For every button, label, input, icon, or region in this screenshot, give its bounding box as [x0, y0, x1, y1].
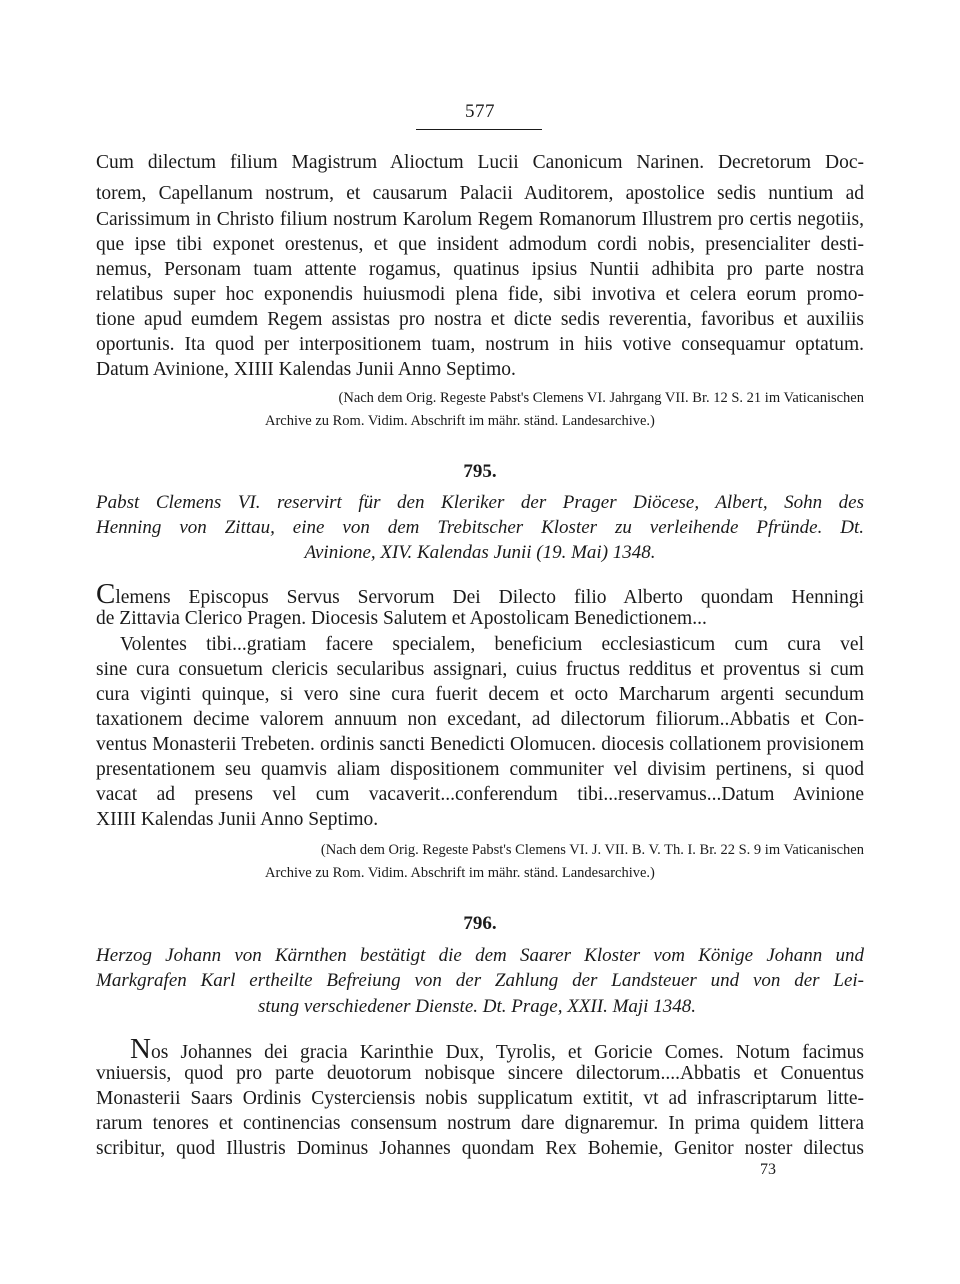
text-line [130, 1033, 864, 1065]
page-number: 577 [465, 101, 495, 122]
text-segment: lemens Episcopus Servus Servorum Dei Dilecto filio Alberto quondam Henningi [115, 587, 864, 608]
source-note: Archive zu Rom. Vidim. Abschrift im mähr. ständ. Landesarchive.) [265, 413, 655, 429]
text-line: vniuersis, quod pro parte deuotorum nobisque sincere dilectorum....Abbatis et Conuentus [96, 1063, 864, 1084]
summary-line: Pabst Clemens VI. reservirt für den Kleriker der Prager Diöcese, Albert, Sohn des [96, 492, 864, 513]
text-line: torem, Capellanum nostrum, et causarum Palacii Auditorem, apostolice sedis nuntium ad [96, 183, 864, 204]
header-rule [416, 129, 542, 130]
summary-line: Herzog Johann von Kärnthen bestätigt die dem Saarer Kloster vom Könige Johann und [96, 945, 864, 966]
signature-mark: 73 [760, 1161, 776, 1178]
document-number: 795. [463, 461, 497, 482]
text-line: sine cura consuetum clericis secularibus assignari, cuius fructus redditus et proventus si cum [96, 659, 864, 680]
summary-line: Markgrafen Karl ertheilte Befreiung von der Zahlung der Landsteuer und von der Lei- [96, 970, 864, 991]
source-note: (Nach dem Orig. Regeste Pabst's Clemens VI. J. VII. B. V. Th. I. Br. 22 S. 9 im Vaticanischen [320, 842, 864, 858]
text-line: cura viginti quinque, si vero sine cura fuerit decem et octo Marcharum argenti secundum [96, 684, 864, 705]
text-line: presentationem seu quamvis aliam dispositionem communiter vel divisim pertinens, si quod [96, 759, 864, 780]
source-note: (Nach dem Orig. Regeste Pabst's Clemens VI. Jahrgang VII. Br. 12 S. 21 im Vaticanischen [338, 390, 864, 406]
text-line: vacat ad presens vel cum vacaverit...conferendum tibi...reservamus...Datum Avinione [96, 784, 864, 805]
text-segment: os Johannes dei gracia Karinthie Dux, Tyrolis, et Goricie Comes. Notum facimus [150, 1042, 864, 1063]
drop-cap: N [130, 1033, 151, 1065]
text-line: ventus Monasterii Trebeten. ordinis sancti Benedicti Olomucen. diocesis collationem provisionem [96, 734, 864, 755]
text-line: Carissimum in Christo filium nostrum Karolum Regem Romanorum Illustrem pro certis negotiis, [96, 209, 864, 230]
text-line: Monasterii Saars Ordinis Cysterciensis nobis supplicatum extitit, vt ad infrascriptarum litte- [96, 1088, 864, 1109]
summary-line: Avinione, XIV. Kalendas Junii (19. Mai) 1348. [304, 542, 656, 563]
text-line: rarum tenores et continencias consensum nostrum dare dignaremur. In prima quidem littera [96, 1113, 864, 1134]
source-note: Archive zu Rom. Vidim. Abschrift im mähr. ständ. Landesarchive.) [265, 865, 655, 881]
text-line: scribitur, quod Illustris Dominus Johannes quondam Rex Bohemie, Genitor noster dilectus [96, 1138, 864, 1159]
text-line: Cum dilectum filium Magistrum Alioctum Lucii Canonicum Narinen. Decretorum Doc- [96, 152, 864, 173]
text-line: Volentes tibi...gratiam facere specialem, beneficium ecclesiasticum cum cura vel [120, 634, 864, 655]
text-line [96, 578, 864, 610]
text-line: de Zittavia Clerico Pragen. Diocesis Salutem et Apostolicam Benedictionem... [96, 608, 707, 629]
text-line: que ipse tibi exponet orestenus, et que insident admodum cordi nobis, presencialiter desti- [96, 234, 864, 255]
text-line: oportunis. Ita quod per interpositionem tuam, nostrum in hiis votive consequamur optatum. [96, 334, 864, 355]
text-line: taxationem decime valorem annuum non excedant, ad dilectorum filiorum..Abbatis et Con- [96, 709, 864, 730]
drop-cap: C [96, 578, 116, 610]
text-line: tione apud eumdem Regem assistas pro nostra et dicte sedis reverentia, favoribus et auxiliis [96, 309, 864, 330]
text-line: XIIII Kalendas Junii Anno Septimo. [96, 809, 379, 830]
summary-line: Henning von Zittau, eine von dem Trebitscher Kloster zu verleihende Pfründe. Dt. [96, 517, 864, 538]
summary-line: stung verschiedener Dienste. Dt. Prage, XXII. Maji 1348. [258, 996, 696, 1017]
document-number: 796. [463, 913, 497, 934]
text-line: relatibus super hoc exponendis huiusmodi plena fide, sibi invotiva et celera eorum promo- [96, 284, 864, 305]
text-line: Datum Avinione, XIIII Kalendas Junii Anno Septimo. [96, 359, 516, 380]
text-line: nemus, Personam tuam attente rogamus, quatinus ipsius Nuntii adhibita pro parte nostra [96, 259, 864, 280]
